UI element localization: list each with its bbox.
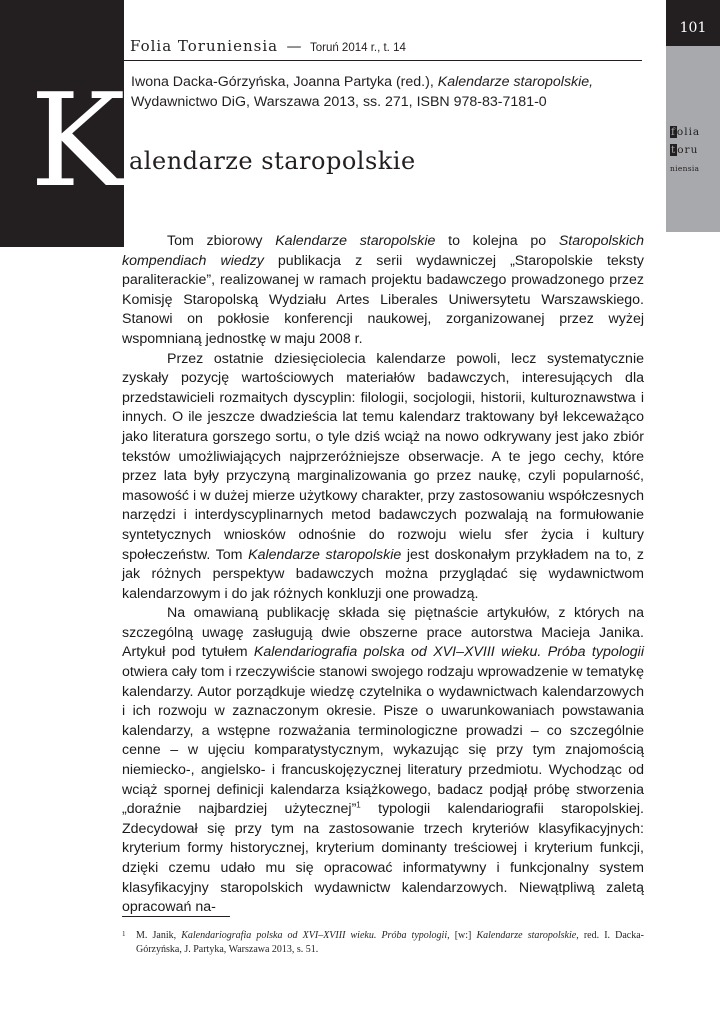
side-journal-tab <box>666 0 720 232</box>
page-number: 101 <box>666 0 720 46</box>
review-citation: Iwona Dacka-Górzyńska, Joanna Partyka (red.), Kalendarze staropolskie, Wydawnictwo DiG, Warszawa 2013, ss. 271, ISBN 978-83-7181-0 <box>131 74 594 110</box>
paragraph-1: Tom zbiorowy Kalendarze staropolskie to kolejna po Staropolskich kompendiach wiedzy publikacja z serii wydawniczej „Staropolskie teksty paraliterackie”, realizowanej w ramach projektu badawczego prowadzonego przez Komisję Staropolską Wydziału Artes Liberales Uniwersytetu Warszawskiego. Stanowi on pokłosie konferencji naukowej, zorganizowanej przez wyżej wspomnianą jednostkę w maju 2008 r. <box>122 233 645 347</box>
tab-word-niensia: niensia <box>670 164 700 173</box>
tab-word-toru: toru <box>671 144 699 156</box>
journal-title: Folia Toruniensia <box>130 37 279 55</box>
header-separator: — <box>286 37 302 55</box>
journal-volume-info: Toruń 2014 r., t. 14 <box>309 42 406 54</box>
article-body <box>122 232 644 918</box>
drop-cap-initial: K <box>30 67 124 216</box>
paragraph-2: Przez ostatnie dziesięciolecia kalendarze powoli, lecz systematycznie zyskały pozycję wartościowych materiałów badawczych, interesujących dla przedstawicieli rozmaitych dyscyplin: filologii, socjologii, historii, kulturoznawstwa i innych. O ile jeszcze dwadzieścia lat temu kalendarz traktowany był lekceważąco jako literatura gorszego sortu, o tyle dziś wciąż na nowo odkrywany jest jako zbiór tekstów umożliwiających najprzeróżniejsze obserwacje. A te jego cechy, które przez lata były przyczyną marginalizowania go przez naukę, czyli popularność, masowość i w dużej mierze użytkowy charakter, przy zastosowaniu współczesnych narzędzi i interdyscyplinarnych metod badawczych pozwalają na formułowanie syntetycznych wniosków odnośnie do rozwoju wielu sfer życia i kultury społeczeństw. Tom Kalendarze staropolskie jest doskonałym przykładem na to, z jak różnych perspektyw badawczych można przyglądać się wydawnictwom kalendarzowym i do jak różnych konkluzji one prowadzą. <box>122 350 644 602</box>
footnote-rule <box>122 916 230 917</box>
footnote-reference[interactable]: 1 <box>356 800 361 810</box>
footnote-mark: 1 <box>122 930 126 938</box>
initial-letter-block <box>0 0 124 247</box>
footnote <box>122 929 644 957</box>
running-header <box>130 37 406 56</box>
header-rule <box>124 60 642 61</box>
paragraph-3: Na omawianą publikację składa się piętnaście artykułów, z których na szczególną uwagę zasługują dwie obszerne prace autorstwa Macieja Janika. Artykuł pod tytułem Kalendariografia polska od XVI–XVIII wieku. Próba typologii otwiera cały tom i rzeczywiście stanowi swojego rodzaju wprowadzenie w tematykę kalendarzy. Autor porządkuje wiedzę czytelnika o wydawnictwach kalendarzowych i ich rozwoju w zaznaczonym okresie. Pisze o uwarunkowaniach powstawania kalendarzy, a wstępne rozważania terminologiczne prowadzi – co szczególnie cenne – w ujęciu komparatystycznym, wykazując się przy tym znajomością niemiecko-, angielsko- i francuskojęzycznej literatury przedmiotu. Wychodząc od wciąż spornej definicji kalendarza książkowego, badacz podjął próbę stworzenia „doraźnie najbardziej użytecznej”$^1$ typologii kalendariografii staropolskiej. Zdecydował się przy tym na zastosowanie trzech kryteriów klasyfikacyjnych: kryterium formy historycznej, kryterium dominanty treściowej i kryterium funkcji, dzięki czemu udało mu się opracować informatywny i funkcjonalny system klasyfikacyjny staropolskich wydawnictw kalendarzowych. Niewątpliwą zaletą opracowań na- <box>122 605 644 916</box>
tab-word-folia: folia <box>671 126 701 138</box>
footnote-text: M. Janik, Kalendariografia polska od XVI–XVIII wieku. Próba typologii, [w:] Kalendarze staropolskie, red. I. Dacka-Górzyńska, J. Partyka, Warszawa 2013, s. 51. <box>136 930 645 955</box>
review-title: alendarze staropolskie <box>129 147 416 175</box>
